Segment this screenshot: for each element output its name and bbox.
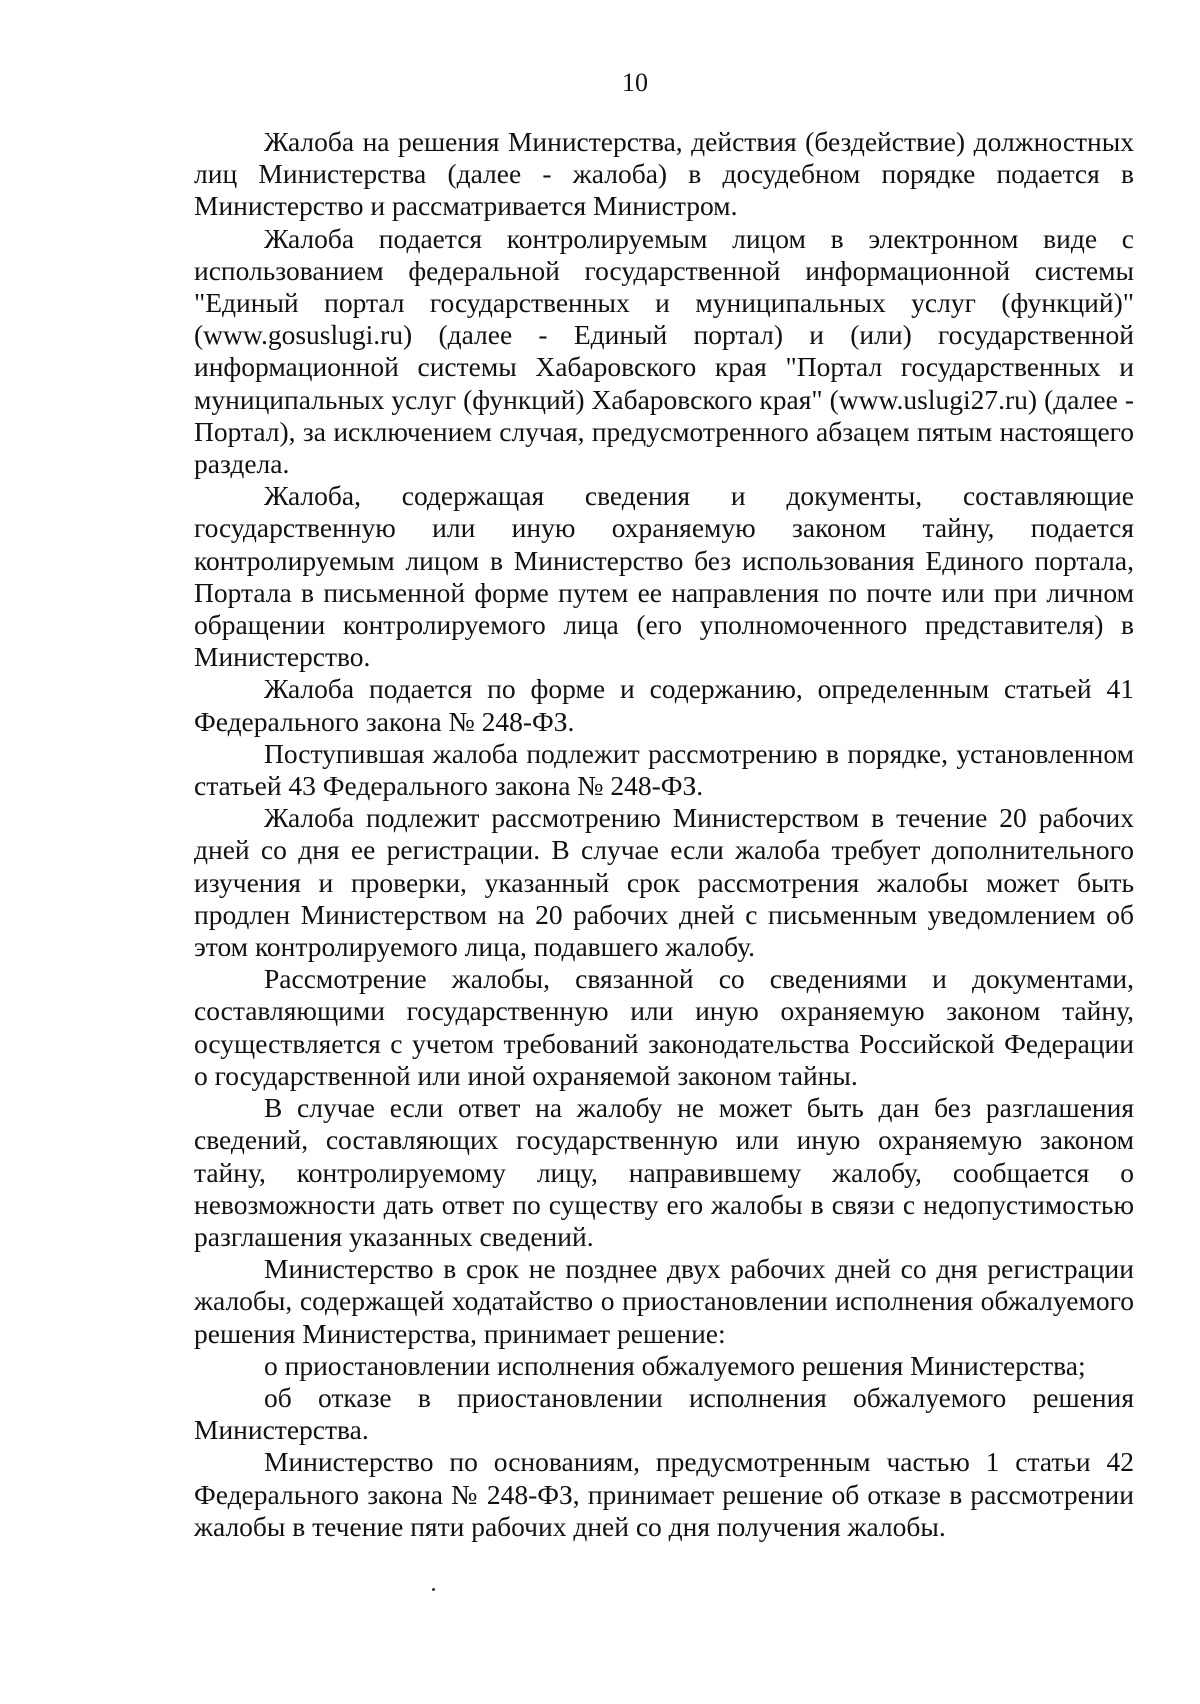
paragraph-review-order: Поступившая жалоба подлежит рассмотрению в порядке, установленном статьей 43 Федерального закона № 248-ФЗ.	[194, 737, 1134, 802]
scan-dot-mark	[432, 1588, 435, 1591]
document-body	[194, 126, 1134, 1543]
paragraph-suspension-decision: Министерство в срок не позднее двух рабочих дней со дня регистрации жалобы, содержащей ходатайство о приостановлении исполнения обжалуемого решения Министерства, принимает решение:	[194, 1253, 1134, 1349]
paragraph-secret-information-submission: Жалоба, содержащая сведения и документы, составляющие государственную или иную охраняемую законом тайну, подается контролируемым лицом в Министерство без использования Единого портала, Портала в письменной форме путем ее направления по почте или при личном обращении контролируемого лица (его уполномоченного представителя) в Министерство.	[194, 480, 1134, 673]
paragraph-electronic-submission: Жалоба подается контролируемым лицом в электронном виде с использованием федеральной государственной информационной системы "Единый портал государственных и муниципальных услуг (функций)" (www.gosuslugi.ru) (далее - Единый портал) и (или) государственной информационной системы Хабаровского края "Портал государственных и муниципальных услуг (функций) Хабаровского края" (www.uslugi27.ru) (далее - Портал), за исключением случая, предусмотренного абзацем пятым настоящего раздела.	[194, 222, 1134, 480]
paragraph-complaint-submission: Жалоба на решения Министерства, действия (бездействие) должностных лиц Министерства (далее - жалоба) в досудебном порядке подается в Министерство и рассматривается Министром.	[194, 126, 1134, 222]
paragraph-refusal-option: об отказе в приостановлении исполнения обжалуемого решения Министерства.	[194, 1381, 1134, 1446]
paragraph-refusal-to-review: Министерство по основаниям, предусмотренным частью 1 статьи 42 Федерального закона № 248-ФЗ, принимает решение об отказе в рассмотрении жалобы в течение пяти рабочих дней со дня получения жалобы.	[194, 1446, 1134, 1542]
paragraph-answer-impossible: В случае если ответ на жалобу не может быть дан без разглашения сведений, составляющих государственную или иную охраняемую законом тайну, контролируемому лицу, направившему жалобу, сообщается о невозможности дать ответ по существу его жалобы в связи с недопустимостью разглашения указанных сведений.	[194, 1092, 1134, 1252]
paragraph-complaint-form: Жалоба подается по форме и содержанию, определенным статьей 41 Федерального закона № 248-ФЗ.	[194, 673, 1134, 737]
page-number: 10	[622, 68, 648, 97]
paragraph-review-period: Жалоба подлежит рассмотрению Министерством в течение 20 рабочих дней со дня ее регистрации. В случае если жалоба требует дополнительного изучения и проверки, указанный срок рассмотрения жалобы может быть продлен Министерством на 20 рабочих дней с письменным уведомлением об этом контролируемого лица, подавшего жалобу.	[194, 802, 1134, 963]
paragraph-suspension-option: о приостановлении исполнения обжалуемого решения Министерства;	[264, 1349, 1086, 1381]
paragraph-secret-review: Рассмотрение жалобы, связанной со сведениями и документами, составляющими государственную или иную охраняемую законом тайну, осуществляется с учетом требований законодательства Российской Федерации о государственной или иной охраняемой законом тайны.	[194, 963, 1134, 1091]
